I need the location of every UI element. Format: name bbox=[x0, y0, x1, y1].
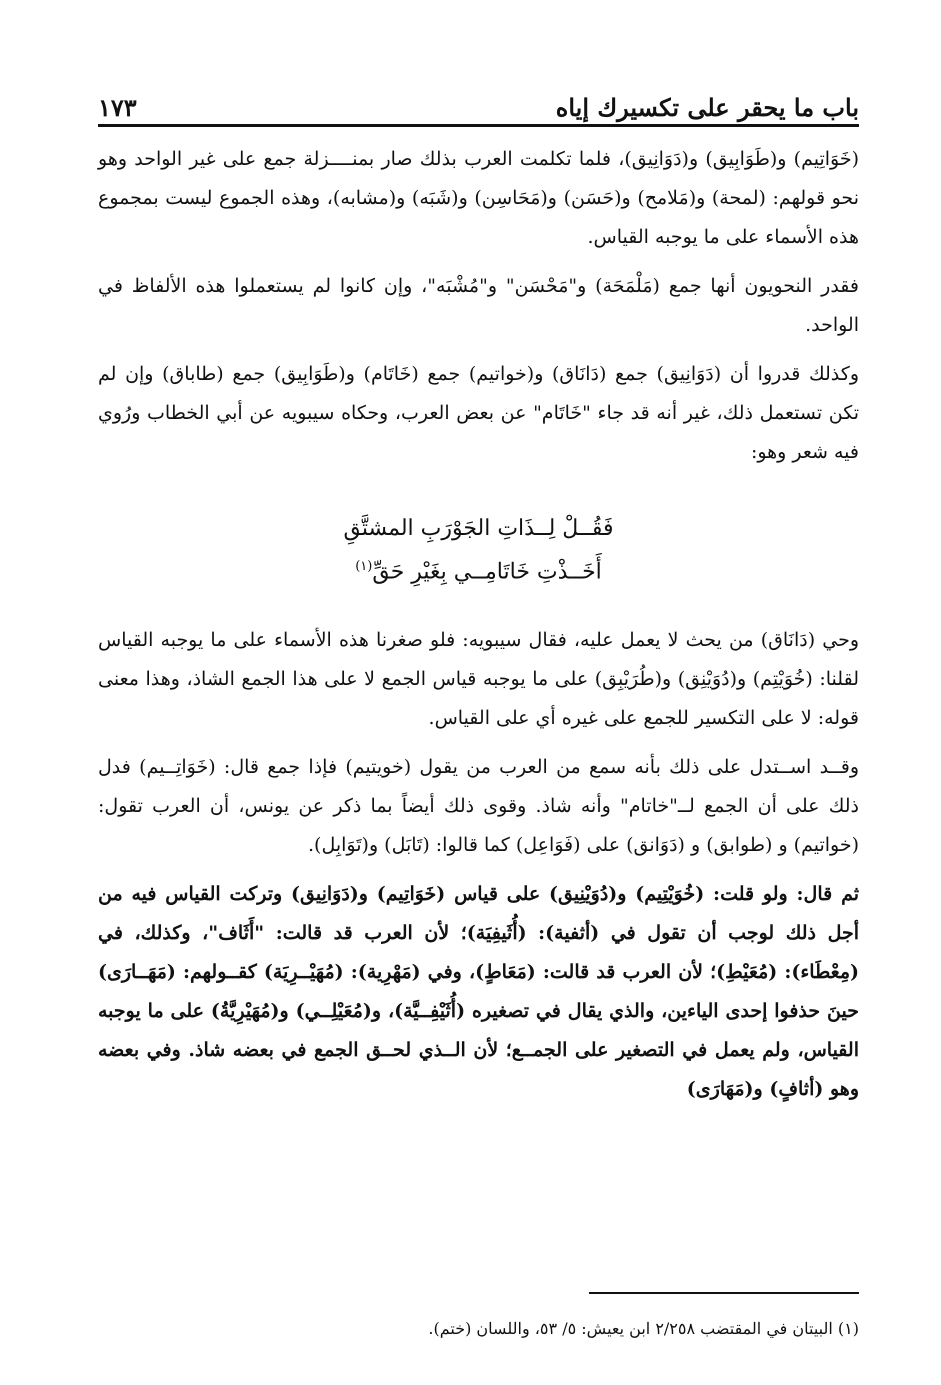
page-header bbox=[98, 78, 859, 120]
poem-line-2-wrap bbox=[98, 548, 859, 591]
paragraph-bold: ثم قال: ولو قلت: (خُوَيْتِيم) و(دُوَيْنِيق) على قياس (خَوَاتِيم) و(دَوَانِيق) وتركت القياس فيه من أجل ذلك لوجب أن تقول في (أثفية): (أُثَيفِيَة)؛ لأن العرب قد قالت: "أَثَاف"، وكذلك، في (مِعْطَاء): (مُعَيْطِ)؛ لأن العرب قد قالت: (مَعَاطٍ)، وفي (مَهْرِية): (مُهَيْــرِيَة) كقــولهم: (مَهَــارَى) حينَ حذفوا إحدى الياءين، والذي يقال في تصغيره (أُثَيْفِــيَّة)، و(مُعَيْلِــي) و(مُهَيْرِيَّةُ) على ما يوجبه القياس، ولم يعمل في التصغير على الجمــع؛ لأن الــذي لحــق الجمع في بعضه شاذ. وفي بعضه وهو (أثافٍ) و(مَهَارَى) bbox=[98, 883, 859, 1101]
footnote-reference: (١) bbox=[355, 559, 373, 574]
poem-line-2: أَخَــذْتِ خَاتَامِــي بِغَيْرِ حَقِّ bbox=[372, 559, 602, 585]
paragraph-1: (خَوَاتِيم) و(طَوَابِيق) و(دَوَانِيق)، فلما تكلمت العرب بذلك صار بمنــــزلة جمع على غير الواحد وهو نحو قولهم: (لمحة) و(مَلامح) و(حَسَن) و(مَحَاسِن) و(شَبَه) و(مشابه)، وهذه الجموع ليست بمجموع هذه الأسماء على ما يوجبه القياس. bbox=[98, 148, 859, 248]
paragraph-4: وحي (دَانَاق) من يحث لا يعمل عليه، فقال سيبويه: فلو صغرنا هذه الأسماء على ما يوجبه القياس لقلنا: (خُوَيْتِم) و(دُوَيْنِق) و(طُرَيْبِق) على ما يوجبه قياس الجمع لا على هذا الجمع الشاذ، وهذا معنى قوله: لا على التكسير للجمع على غيره أي على القياس. bbox=[98, 629, 859, 730]
paragraph-5: وقــد اســتدل على ذلك بأنه سمع من العرب من يقول (خويتيم) فإذا جمع قال: (خَوَاتِــيم) فدل ذلك على أن الجمع لــ"خاتام" وأنه شاذ. وقوى ذلك أيضاً بما ذكر عن يونس، أن العرب تقول: (خواتيم) و (طوابق) و (دَوَانق) على (فَوَاعِل) كما قالوا: (تَابَل) و(تَوَابِل). bbox=[98, 756, 859, 857]
poem-line-1: فَقُــلْ لِــذَاتِ الجَوْرَبِ المشتَّقِ bbox=[343, 516, 614, 541]
paragraph-2: فقدر النحويون أنها جمع (مَلْمَحَة) و"مَحْسَن" و"مُشْبَه"، وإن كانوا لم يستعملوا هذه الألفاظ في الواحد. bbox=[98, 275, 859, 336]
header-rule bbox=[98, 124, 859, 127]
poem-verse bbox=[98, 510, 859, 591]
footnote: (١) البيتان في المقتضب ٢/٢٥٨ ابن يعيش: ٥/ ٥٣، واللسان (ختم). bbox=[428, 1319, 859, 1338]
page-number: ١٧٣ bbox=[98, 93, 137, 122]
paragraph-3: وكذلك قدروا أن (دَوَانِيق) جمع (دَانَاق) و(خواتيم) جمع (خَاتَام) و(طَوَابِيق) جمع (طاباق) وإن لم تكن تستعمل ذلك، غير أنه قد جاء "خَاتَام" عن بعض العرب، وحكاه سيبويه عن أبي الخطاب ورُوي فيه شعر وهو: bbox=[98, 363, 859, 463]
body-text bbox=[98, 140, 859, 1119]
footnote-rule bbox=[589, 1292, 859, 1294]
chapter-title: باب ما يحقر على تكسيرك إياه bbox=[555, 93, 859, 122]
